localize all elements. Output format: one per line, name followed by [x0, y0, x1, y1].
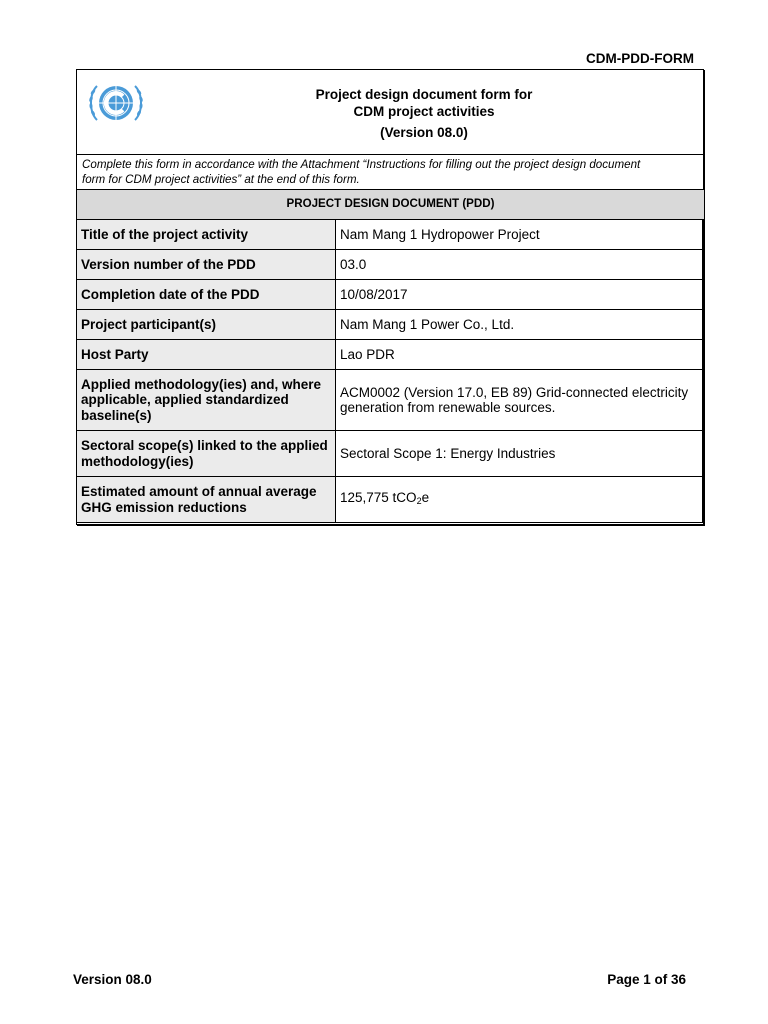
form-title-line2: CDM project activities	[353, 104, 495, 119]
row-value: Nam Mang 1 Power Co., Ltd.	[336, 310, 703, 340]
table-row	[77, 220, 703, 250]
row-label: Host Party	[77, 340, 336, 370]
row-label: Completion date of the PDD	[77, 280, 336, 310]
row-value: Nam Mang 1 Hydropower Project	[336, 220, 703, 250]
section-title: PROJECT DESIGN DOCUMENT (PDD)	[76, 190, 705, 220]
emission-value: 125,775 tCO	[340, 489, 417, 505]
table-row	[77, 477, 703, 523]
table-row	[77, 431, 703, 477]
row-label: Applied methodology(ies) and, where applicable, applied standardized baseline(s)	[77, 370, 336, 431]
instructions-line1: Complete this form in accordance with the Attachment “Instructions for filling out the project design document	[82, 158, 641, 171]
footer-version: Version 08.0	[73, 972, 152, 987]
emission-subscript: 2	[416, 495, 422, 506]
row-label: Project participant(s)	[77, 310, 336, 340]
row-value	[336, 477, 703, 523]
instructions-line2: form for CDM project activities” at the end of this form.	[82, 173, 360, 186]
row-label: Title of the project activity	[77, 220, 336, 250]
row-value: ACM0002 (Version 17.0, EB 89) Grid-connected electricity generation from renewable sources.	[336, 370, 703, 431]
form-title-line1: Project design document form for	[315, 87, 533, 102]
pdd-form-table	[76, 69, 704, 525]
pdd-info-table	[76, 219, 703, 523]
row-label: Sectoral scope(s) linked to the applied methodology(ies)	[77, 431, 336, 477]
row-value: 10/08/2017	[336, 280, 703, 310]
table-row	[77, 310, 703, 340]
form-header	[77, 70, 703, 154]
instructions-note	[76, 154, 705, 190]
form-version-title: (Version 08.0)	[380, 125, 468, 140]
unfccc-emblem-icon	[85, 78, 147, 128]
row-value: 03.0	[336, 250, 703, 280]
table-row	[77, 370, 703, 431]
table-row	[77, 250, 703, 280]
table-row	[77, 340, 703, 370]
row-label: Version number of the PDD	[77, 250, 336, 280]
emission-unit-suffix: e	[421, 489, 430, 505]
footer-page-number: Page 1 of 36	[607, 972, 686, 987]
row-value: Lao PDR	[336, 340, 703, 370]
table-row	[77, 280, 703, 310]
form-code: CDM-PDD-FORM	[586, 51, 694, 66]
row-label: Estimated amount of annual average GHG emission reductions	[77, 477, 336, 523]
row-value: Sectoral Scope 1: Energy Industries	[336, 431, 703, 477]
